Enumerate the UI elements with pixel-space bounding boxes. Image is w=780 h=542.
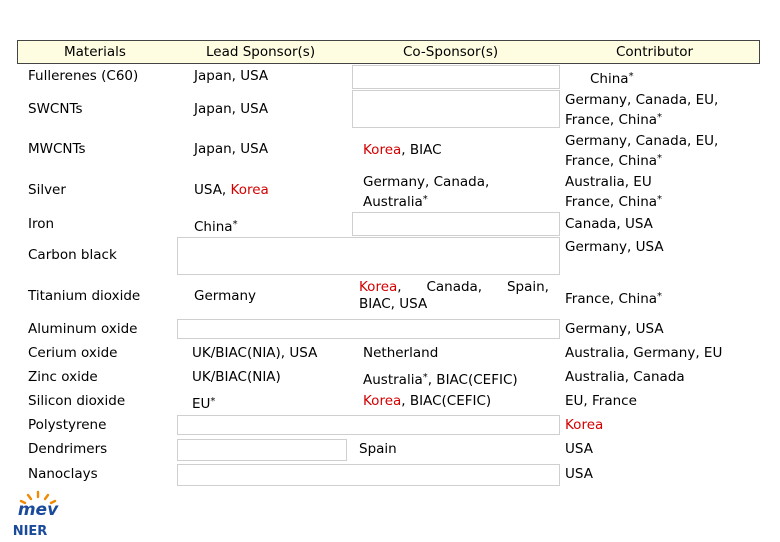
table-row xyxy=(17,391,760,413)
material-name: Zinc oxide xyxy=(28,369,98,385)
contributor: Australia, Germany, EU xyxy=(565,345,723,361)
empty-cell xyxy=(352,65,560,89)
contributor: China* xyxy=(590,71,634,87)
empty-cell xyxy=(177,439,347,461)
table-header xyxy=(17,40,760,64)
lead-sponsor: Japan, USA xyxy=(194,68,269,84)
lead-sponsor: Japan, USA xyxy=(194,141,269,157)
empty-cell xyxy=(177,237,560,275)
contributor: Germany, USA xyxy=(565,321,664,337)
empty-cell xyxy=(177,415,560,435)
table-row xyxy=(17,171,760,211)
contributor: EU, France xyxy=(565,393,637,409)
empty-cell xyxy=(177,464,560,486)
lead-sponsor: EU* xyxy=(192,396,216,412)
header-contributor: Contributor xyxy=(616,44,694,60)
lead-sponsor: Germany xyxy=(194,288,257,304)
contributor: Germany, USA xyxy=(565,239,664,255)
material-name: Silver xyxy=(28,182,66,198)
contributor: Germany, Canada, EU, France, China* xyxy=(565,92,719,128)
co-sponsor: Netherland xyxy=(363,345,439,361)
empty-cell xyxy=(352,212,560,236)
table-row xyxy=(17,464,760,486)
table-row xyxy=(17,343,760,365)
svg-text:mev: mev xyxy=(17,500,59,520)
table-row xyxy=(17,319,760,339)
material-name: Aluminum oxide xyxy=(28,321,138,337)
contributor: France, China* xyxy=(565,291,663,307)
table-row xyxy=(17,276,760,318)
empty-cell xyxy=(177,319,560,339)
header-materials: Materials xyxy=(64,44,126,60)
lead-sponsor: China* xyxy=(194,219,238,235)
contributor: Korea xyxy=(565,417,604,433)
contributor: USA xyxy=(565,441,593,457)
material-name: Iron xyxy=(28,216,55,232)
contributor: Australia, Canada xyxy=(565,369,685,385)
co-sponsor: Germany, Canada, Australia* xyxy=(363,174,490,210)
material-name: Titanium dioxide xyxy=(28,288,141,304)
material-name: Polystyrene xyxy=(28,417,107,433)
lead-sponsor: UK/BIAC(NIA) xyxy=(192,369,281,385)
sun-logo-icon xyxy=(8,490,68,538)
table-row xyxy=(17,367,760,389)
material-name: Silicon dioxide xyxy=(28,393,126,409)
co-sponsor: Spain xyxy=(359,441,397,457)
header-co-sponsor: Co-Sponsor(s) xyxy=(403,44,499,60)
lead-sponsor: USA, Korea xyxy=(194,182,269,198)
material-name: Nanoclays xyxy=(28,466,98,482)
contributor: Canada, USA xyxy=(565,216,653,232)
material-name: Fullerenes (C60) xyxy=(28,68,139,84)
lead-sponsor: Japan, USA xyxy=(194,101,269,117)
co-sponsor: Korea, BIAC xyxy=(363,142,442,158)
table-row xyxy=(17,415,760,435)
material-name: MWCNTs xyxy=(28,141,86,157)
header-lead-sponsor: Lead Sponsor(s) xyxy=(206,44,316,60)
material-name: Cerium oxide xyxy=(28,345,118,361)
contributor: Australia, EU France, China* xyxy=(565,174,663,210)
empty-cell xyxy=(352,90,560,128)
material-name: Carbon black xyxy=(28,247,117,263)
table-row xyxy=(17,237,760,275)
material-name: SWCNTs xyxy=(28,101,83,117)
contributor: USA xyxy=(565,466,593,482)
co-sponsor: Korea, Canada, Spain, BIAC, USA xyxy=(359,279,549,312)
table-row xyxy=(17,439,760,461)
table-row xyxy=(17,130,760,170)
material-name: Dendrimers xyxy=(28,441,108,457)
nier-logo xyxy=(8,490,68,538)
contributor: Germany, Canada, EU, France, China* xyxy=(565,133,719,169)
co-sponsor: Australia*, BIAC(CEFIC) xyxy=(363,372,518,388)
table-row xyxy=(17,212,760,236)
co-sponsor: Korea, BIAC(CEFIC) xyxy=(363,393,492,409)
lead-sponsor: UK/BIAC(NIA), USA xyxy=(192,345,318,361)
svg-text:NIER: NIER xyxy=(12,524,48,538)
table-row xyxy=(17,90,760,128)
table-row xyxy=(17,65,760,89)
